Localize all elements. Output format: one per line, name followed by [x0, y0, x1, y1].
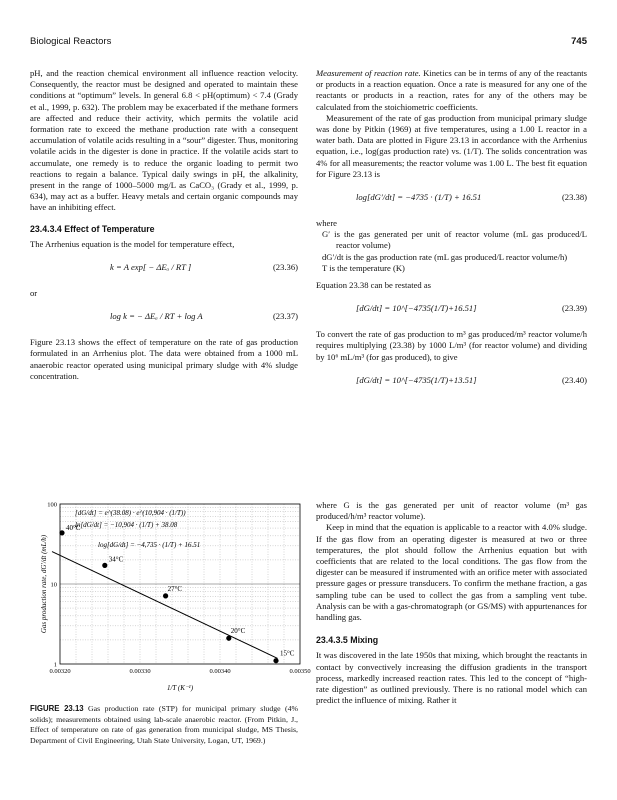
x-axis-label: 1/T (K⁻¹) — [166, 684, 194, 692]
annotation-exp: [dG/dt] = e^(38.08) · e^(10,904 · (1/T)) — [75, 509, 186, 517]
x-tick-label: 0.00350 — [289, 668, 311, 675]
point-label: 34°C — [108, 555, 124, 564]
equation-number: (23.36) — [272, 262, 298, 273]
y-tick-label: 1 — [53, 661, 57, 669]
x-tick-label: 0.00320 — [49, 668, 71, 675]
figure-caption-lead: FIGURE 23.13 — [30, 704, 84, 713]
equation-expr: k = A exp[ − ΔEₐ / RT ] — [110, 262, 192, 273]
right-column-lower — [316, 500, 587, 706]
equation-expr: [dG/dt] = 10^[−4735(1/T)+13.51] — [356, 374, 477, 385]
data-point — [273, 658, 278, 663]
data-point — [163, 593, 168, 598]
y-tick-label: 10 — [50, 581, 57, 589]
data-point — [59, 530, 64, 535]
point-label: 40°C — [66, 523, 81, 532]
equation-expr: [dG/dt] = 10^[−4735(1/T)+16.51] — [356, 303, 477, 314]
y-axis-label: Gas production rate, dG′/dt (mL/h) — [40, 534, 48, 634]
page-number: 745 — [571, 36, 587, 47]
data-point — [226, 636, 231, 641]
left-column — [30, 68, 298, 382]
equation-number: (23.40) — [561, 374, 587, 385]
section-heading-temperature: 23.4.3.4 Effect of Temperature — [30, 223, 155, 234]
running-head: Biological Reactors — [30, 36, 112, 47]
definition-item: dG′/dt is the gas production rate (mL gas produced/L reactor volume/h) — [322, 251, 568, 262]
inline-heading: Measurement of reaction rate. — [316, 68, 421, 78]
equation-number: (23.38) — [561, 192, 587, 203]
equation-23-36 — [30, 256, 298, 282]
left-para-1: pH, and the reaction chemical environment all influence reaction velocity. Consequently, the reactor must be designed and operated to maintain these conditions at “optimum” levels. In general 6.8 < pH(optimum) < 7.4 (Grady et al., 1999, p. 632). The problem may be exacerbated if the methane formers are affected and reduce their activity, which permits the volatile acid formation rate to exceed the methane production rate with a consequent accumulation of volatile acids resulting in a “sour” digester. Thus, monitoring volatile acids in the digester is done in practice. If the volatile acids start to accumulate, one remedy is to reduce the organic loading to permit two reactions to regain a balance. Typical daily swings in pH, the alkalinity, present in the range of 1000–5000 mg/L as CaCO₃ (Grady et al., 1999, p. 634), may act as a buffer. Heavy metals and certain organic compounds may have an inhibiting effect. — [30, 68, 298, 213]
figure-23-13 — [40, 500, 311, 692]
equation-23-39 — [316, 297, 587, 323]
point-label: 27°C — [167, 584, 183, 593]
right-para-7: It was discovered in the late 1950s that mixing, which brought the reactants in contact by convectively increasing the diffusion gradients in the transport process, markedly increased reaction rates. This led to the concept of “high-rate digestion” as outlined previously. There is no rational model which can predict the influence of mixing. Rather it — [316, 650, 587, 706]
or-text: or — [30, 288, 38, 299]
right-column — [316, 68, 587, 401]
figure-caption — [30, 704, 298, 746]
definitions-list — [322, 229, 587, 274]
left-para-2: The Arrhenius equation is the model for temperature effect, — [30, 238, 235, 249]
point-label: 20°C — [230, 627, 246, 636]
right-para-6: Keep in mind that the equation is applicable to a reactor with 4.0% sludge. If the gas flow from an operating digester is measured at two or three temperatures, the plot should follow the Arrhenius equation but with coefficients that are related to the local conditions. The gas flow from the digester can be measured if instrumented with an orifice meter with associated pressure gages or pressure transducers. To confirm the methane fraction, a gas sampling tube can be used to collect the gas from a sampling vent tube. Analysis can be with a gas-chromatograph (or GS/MS) with appurtenances for handling gas. — [316, 522, 587, 623]
left-para-3: Figure 23.13 shows the effect of temperature on the rate of gas production formulated in an Arrhenius plot. The data were obtained from a 1000 mL anaerobic reactor operated using municipal primary sludge with 4% sludge concentration. — [30, 337, 298, 381]
equation-expr: log k = − ΔEₐ / RT + log A — [110, 311, 203, 322]
where-text: where — [316, 218, 337, 229]
figure-caption-text: Gas production rate (STP) for municipal primary sludge (4% solids); measurements obtained using lab-scale anaerobic reactor. (From Pitkin, J., Effect of temperature on rate of gas generation from municipal sludge, MS Thesis, Department of Civil Engineering, Utah State University, Logan, UT, 1969.) — [30, 704, 299, 745]
fit-line-group — [52, 552, 278, 659]
right-para-1-text: Kinetics can be in terms of any of the reactants or products in a reaction equation. Once a rate is measured for any one of the reactants or products in a reaction, rates for any of the others may be calculated from the stoichiometric coefficients. — [316, 68, 587, 112]
definition-item: G′ is the gas generated per unit of reactor volume (mL gas produced/L reactor volume) — [322, 229, 587, 251]
definition-item: T is the temperature (K) — [322, 262, 405, 273]
section-heading-mixing: 23.4.3.5 Mixing — [316, 635, 379, 646]
equation-number: (23.39) — [561, 303, 587, 314]
x-tick-label: 0.00330 — [129, 668, 151, 675]
right-para-1 — [316, 68, 587, 113]
fit-line — [52, 552, 278, 659]
annotation-log: log[dG/dt] = −4,735 · (1/T) + 16.51 — [98, 541, 201, 549]
data-point — [102, 563, 107, 568]
right-para-4: To convert the rate of gas production to m³ gas produced/m³ reactor volume/h requires multiplying (23.38) by 1000 L/m³ (for reactor volume) and dividing by 10⁶ mL/m³ (for gas produced), to give — [316, 329, 587, 362]
equation-expr: log[dG′/dt] = −4735 · (1/T) + 16.51 — [356, 192, 482, 203]
equation-23-40 — [316, 369, 587, 395]
x-tick-label: 0.00340 — [209, 668, 231, 675]
point-label: 15°C — [280, 649, 295, 658]
right-para-2: Measurement of the rate of gas production from municipal primary sludge was done by Pitkin (1969) at five temperatures, using a 1.00 L reactor in a water bath. Data are plotted in Figure 23.13 in accordance with the Arrhenius equation, i.e., log(gas production rate) vs. (1/T). The solids concentration was 4% for all measurements; the reactor volume was 1.00 L. The best fit equation for Figure 23.13 is — [316, 112, 587, 179]
right-para-3: Equation 23.38 can be restated as — [316, 280, 432, 291]
right-para-5: where G is the gas generated per unit of reactor volume (m³ gas produced/h/m³ reactor volume). — [316, 500, 587, 522]
annotation-ln: ln[dG/dt] = −10,904 · (1/T) + 38.08 — [75, 521, 178, 529]
y-tick-label: 100 — [47, 501, 57, 509]
equation-23-38 — [316, 186, 587, 212]
equation-23-37 — [30, 305, 298, 331]
equation-number: (23.37) — [272, 311, 298, 322]
arrhenius-plot — [40, 500, 311, 700]
